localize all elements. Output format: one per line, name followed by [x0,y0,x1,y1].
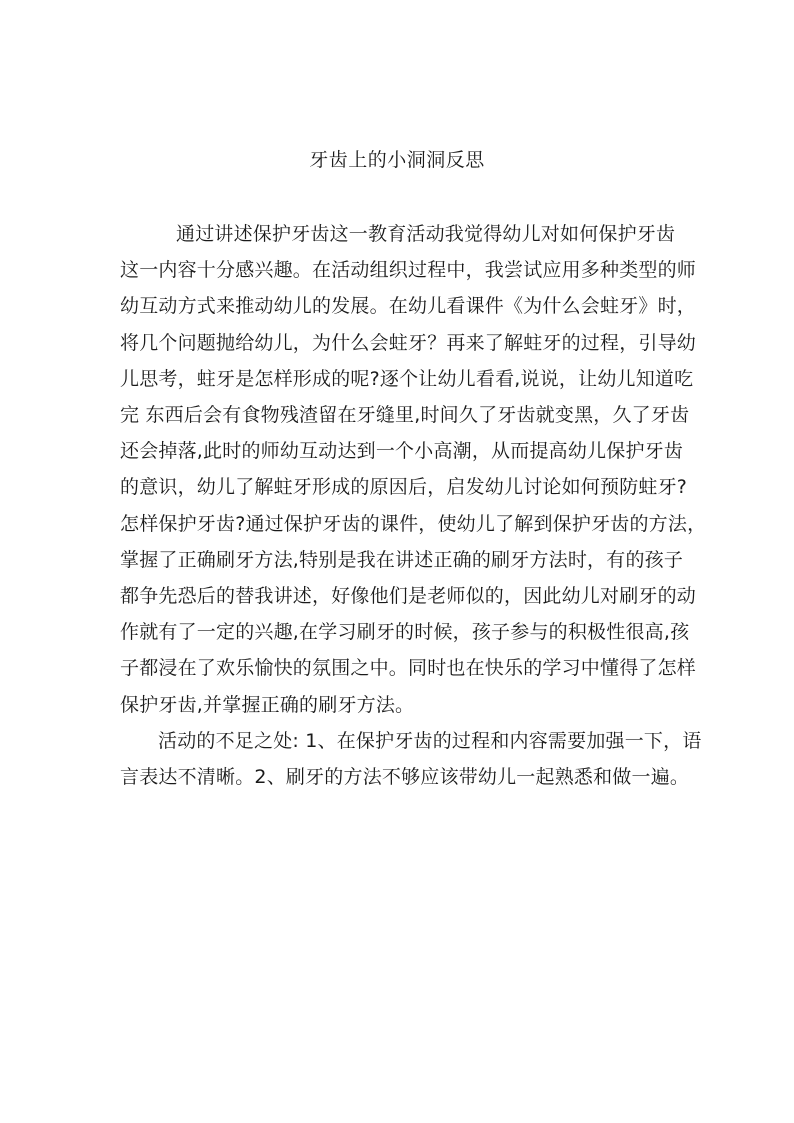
paragraph-1-line: 这一内容十分感兴趣。在活动组织过程中，我尝试应用多种类型的师 [120,259,697,282]
paragraph-2-line: 活动的不足之处: 1、在保护牙齿的过程和内容需要加强一下，语 [158,729,702,752]
paragraph-1-line: 子都浸在了欢乐愉快的氛围之中。同时也在快乐的学习中懂得了怎样 [120,657,697,680]
paragraph-1-line: 掌握了正确刷牙方法,特别是我在讲述正确的刷牙方法时，有的孩子 [120,548,684,571]
document-body [120,216,707,795]
paragraph-1-line: 都争先恐后的替我讲述，好像他们是老师似的，因此幼儿对刷牙的动 [120,585,697,608]
paragraph-1-line: 保护牙齿,并掌握正确的刷牙方法。 [120,693,415,716]
paragraph-1-line: 儿思考，蛀牙是怎样形成的呢?逐个让幼儿看看,说说，让幼儿知道吃 [120,367,694,390]
paragraph-1-line: 怎样保护牙齿?通过保护牙齿的课件，使幼儿了解到保护牙齿的方法， [120,512,707,535]
paragraph-2-line: 言表达不清晰。2、刷牙的方法不够应该带幼儿一起熟悉和做一遍。 [120,766,690,789]
paragraph-1-line: 将几个问题抛给幼儿，为什么会蛀牙？再来了解蛀牙的过程，引导幼 [120,331,697,354]
paragraph-1-line: 的意识，幼儿了解蛀牙形成的原因后，启发幼儿讨论如何预防蛀牙? [120,476,688,499]
paragraph-1-line: 作就有了一定的兴趣,在学习刷牙的时候，孩子参与的积极性很高,孩 [120,621,690,644]
document-title: 牙齿上的小洞洞反思 [309,149,485,171]
paragraph-1-line: 通过讲述保护牙齿这一教育活动我觉得幼儿对如何保护牙齿 [176,223,676,245]
paragraph-1-line: 幼互动方式来推动幼儿的发展。在幼儿看课件《为什么会蛀牙》时， [120,295,697,318]
paragraph-1-line: 还会掉落,此时的师幼互动达到一个小高潮，从而提高幼儿保护牙齿 [120,440,684,463]
paragraph-1-line: 完 东西后会有食物残渣留在牙缝里,时间久了牙齿就变黑，久了牙齿 [120,404,690,427]
